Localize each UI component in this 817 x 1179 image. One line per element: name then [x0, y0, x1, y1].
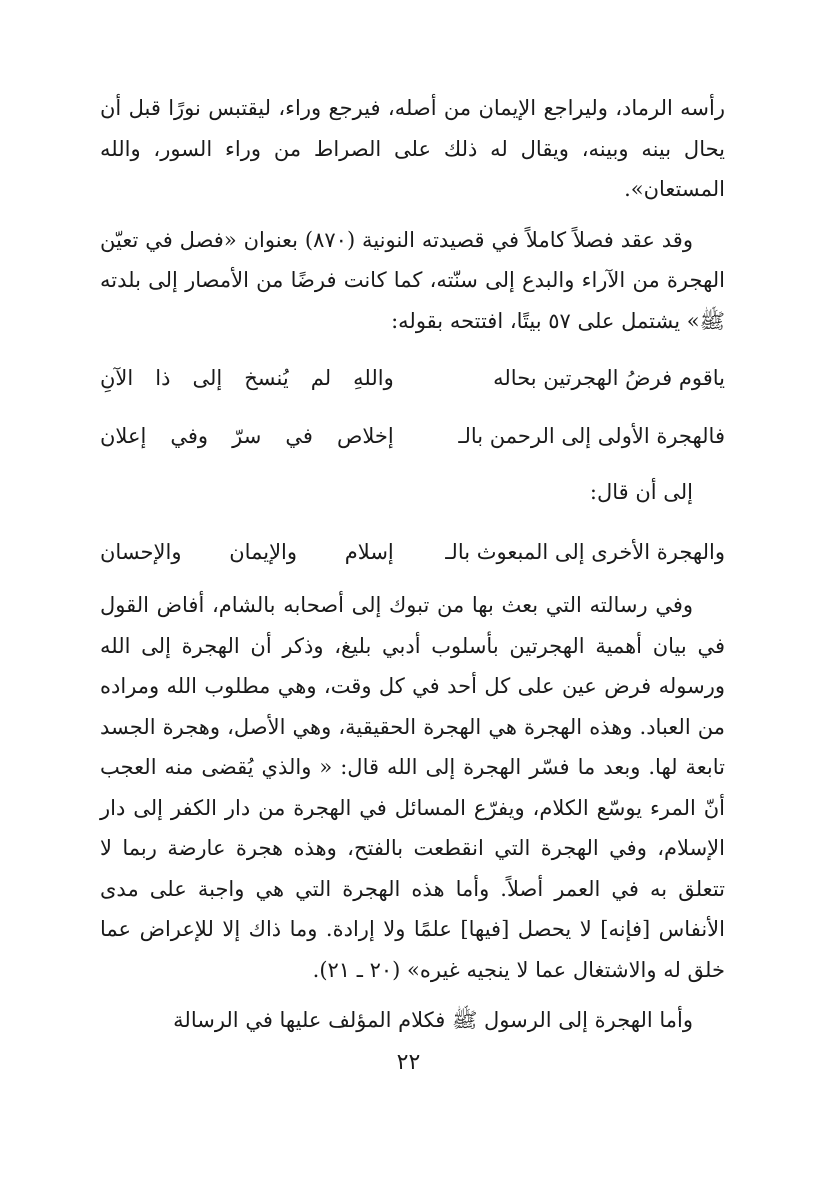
verse-first-hemistich: ياقوم فرضُ الهجرتين بحاله [493, 366, 725, 390]
poem-verses [100, 523, 725, 581]
paragraph-continuation: رأسه الرماد، وليراجع الإيمان من أصله، فيرجع وراء، ليقتبس نورًا قبل أن يحال بينه وبينه، ويقال له ذلك على الصراط من وراء السور، والله المستعان». [100, 96, 725, 201]
verse-second-hemistich: إسلام والإيمان والإحسان [100, 540, 394, 564]
poem-verse [100, 523, 725, 581]
poem-verse [100, 407, 725, 465]
verse-first-hemistich: فالهجرة الأولى إلى الرحمن بالـ [458, 424, 725, 448]
paragraph-tabuk-letter: وفي رسالته التي بعث بها من تبوك إلى أصحابه بالشام، أفاض القول في بيان أهمية الهجرتين بأسلوب أدبي بليغ، وذكر أن الهجرة إلى الله ورسوله فرض عين على كل أحد في كل وقت، وهي مطلوب الله ومراده من العباد. وهذه الهجرة هي الهجرة الحقيقية، وهي الأصل، وهجرة الجسد تابعة لها. وبعد ما فسّر الهجرة إلى الله قال: « والذي يُقضى منه العجب أنّ المرء يوسّع الكلام، ويفرّع المسائل في الهجرة من دار الكفر إلى دار الإسلام، وفي الهجرة التي انقطعت بالفتح، وهذه هجرة عارضة ربما لا تتعلق به في العمر أصلاً. وأما هذه الهجرة التي هي واجبة على مدى الأنفاس [فإنه] لا يحصل [فيها] علمًا ولا إرادة. وما ذاك إلا للإعراض عما خلق له والاشتغال عما لا ينجيه غيره» (٢٠ ـ ٢١). [100, 593, 725, 982]
paragraph-hijra-to-messenger: وأما الهجرة إلى الرسول ﷺ فكلام المؤلف عليها في الرسالة [173, 1008, 693, 1032]
poem-verse [100, 349, 725, 407]
poem-verses [100, 349, 725, 465]
page-number: ٢٢ [396, 1050, 421, 1075]
verse-second-hemistich: إخلاص في سرّ وفي إعلان [100, 424, 394, 448]
verse-first-hemistich: والهجرة الأخرى إلى المبعوث بالـ [445, 540, 725, 564]
paragraph-nuniyya-intro: وقد عقد فصلاً كاملاً في قصيدته النونية (٨٧٠) بعنوان «فصل في تعيّن الهجرة من الآراء والبدع إلى سنّته، كما كانت فرضًا من الأمصار إلى بلدته ﷺ» يشتمل على ٥٧ بيتًا، افتتحه بقوله: [100, 227, 725, 333]
verse-second-hemistich: واللهِ لم يُنسخ إلى ذا الآنِ [100, 366, 394, 390]
lead-in-text: إلى أن قال: [589, 480, 693, 504]
